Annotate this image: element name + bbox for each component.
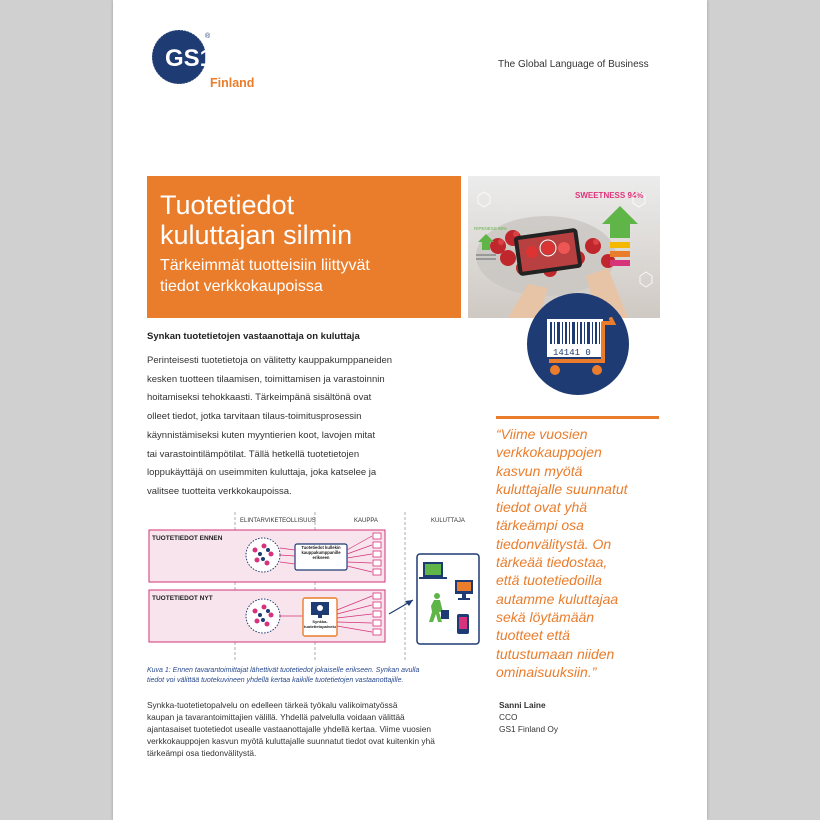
text-line: tärkeämpi osa tiedonvälitystä. xyxy=(147,748,257,758)
row-label-now: TUOTETIEDOT NYT xyxy=(152,595,213,602)
quote-line: tutustumaan niiden xyxy=(496,645,615,662)
synkka-paragraph xyxy=(147,699,467,759)
intro-paragraph xyxy=(147,352,447,502)
quote-line: kuluttajalle suunnatut xyxy=(496,480,628,497)
text-line: käynnistämiseksi kuten myyntierien koot, lavojen mitat xyxy=(147,429,376,441)
barcode-number: 14141 0 xyxy=(553,348,591,358)
quote-line: että tuotetiedoilla xyxy=(496,572,602,589)
text-line: Perinteisesti tuotetietoja on välitetty kauppakumppaneiden xyxy=(147,355,393,366)
subtitle-line2: tiedot verkkokaupoissa xyxy=(160,278,323,295)
quote-line: tärkeämpi osa xyxy=(496,517,584,534)
col-label-consumer: KULUTTAJA xyxy=(431,518,465,524)
quote-line: tuotteet että xyxy=(496,627,570,644)
document-page xyxy=(113,0,707,820)
text-line: ajantasaiset tuotetiedot usealle vastaanottajalle yhdellä kertaa. Viime vuosien xyxy=(147,724,431,734)
box-label-before: Tuotetiedot kullekin kauppakumppanille erikseen xyxy=(301,545,341,560)
text-line: hoitamiseksi tehokkaasti. Tärkeimpänä sisältönä ovat xyxy=(147,392,372,404)
author-company: GS1 Finland Oy xyxy=(499,724,559,734)
main-title-line2: kuluttajan silmin xyxy=(160,220,353,250)
subtitle-line1: Tärkeimmät tuotteisiin liittyvät xyxy=(160,257,370,274)
text-line: kesken tuotteen tilaamisen, toimittamisen ja varastoinnin xyxy=(147,373,385,385)
quote-line: tiedot ovat yhä xyxy=(496,499,588,516)
caption-line: tiedot voi välittää tuotekuvineen yhdellä kertaa kaikille tuotetietojen vastaanottajille. xyxy=(147,676,404,684)
logo-mark: GS1 xyxy=(165,45,214,72)
figure-caption xyxy=(147,666,467,685)
col-label-industry: ELINTARVIKETEOLLISUUS xyxy=(240,518,316,524)
cart-barcode-icon xyxy=(527,293,629,395)
quote-line: “Viime vuosien xyxy=(496,426,588,442)
title-box xyxy=(147,176,461,318)
col-label-retail: KAUPPA xyxy=(354,518,378,524)
author-role: CCO xyxy=(499,712,518,722)
text-line: verkkokauppojen kasvun myötä kuluttajalle suunnatut tiedot ovat kuitenkin yhä xyxy=(147,736,435,746)
quote-line: verkkokauppojen xyxy=(496,444,602,461)
text-line: valitsee tuotteita verkkokaupoissa. xyxy=(147,485,292,497)
text-line: olleet tiedot, jotka tarvitaan tilaus-toimitusprosessin xyxy=(147,411,362,423)
text-line: Synkka-tuotetietopalvelu on edelleen tärkeä työkalu valikoimatyössä xyxy=(147,700,398,710)
quote-line: kasvun myötä xyxy=(496,462,583,479)
quote-author xyxy=(499,699,558,735)
quote-divider xyxy=(496,416,659,419)
text-line: loppukäyttäjä on useimmiten kuluttaja, joka katselee ja xyxy=(147,467,377,479)
quote-line: tiedonvälitystä. On xyxy=(496,535,612,552)
sweetness-label: SWEETNESS 94% xyxy=(575,191,644,200)
caption-line: Kuva 1: Ennen tavarantoimittajat lähettivät tuotetiedot jokaiselle erikseen. Synkan avulla xyxy=(147,667,420,674)
tagline: The Global Language of Business xyxy=(498,59,649,70)
box-label-now: Synkka-tuotetietopalvelu xyxy=(304,620,336,629)
ripeness-label: RIPENESS 98% xyxy=(474,226,508,231)
quote-line: ominaisuuksiin.” xyxy=(496,663,597,680)
text-line: kaupan ja tavarantoimittajien välillä. Yhdellä palvelulla voidaan välittää xyxy=(147,712,405,722)
quote-line: tärkeää tiedostaa, xyxy=(496,554,608,571)
quote-line: autamme kuluttajaa xyxy=(496,590,619,607)
gs1-finland-logo xyxy=(148,28,260,98)
author-name: Sanni Laine xyxy=(499,700,546,710)
logo-registered: ® xyxy=(205,33,211,40)
quote-line: sekä löytämään xyxy=(496,608,595,625)
data-flow-diagram xyxy=(147,510,487,660)
pull-quote xyxy=(496,425,661,681)
section-heading: Synkan tuotetietojen vastaanottaja on kuluttaja xyxy=(147,331,360,342)
logo-country: Finland xyxy=(210,76,255,90)
row-label-before: TUOTETIEDOT ENNEN xyxy=(152,535,223,542)
text-line: tai varastointilämpötilat. Tällä hetkellä tuotetietojen xyxy=(147,448,360,460)
main-title-line1: Tuotetiedot xyxy=(160,190,295,220)
